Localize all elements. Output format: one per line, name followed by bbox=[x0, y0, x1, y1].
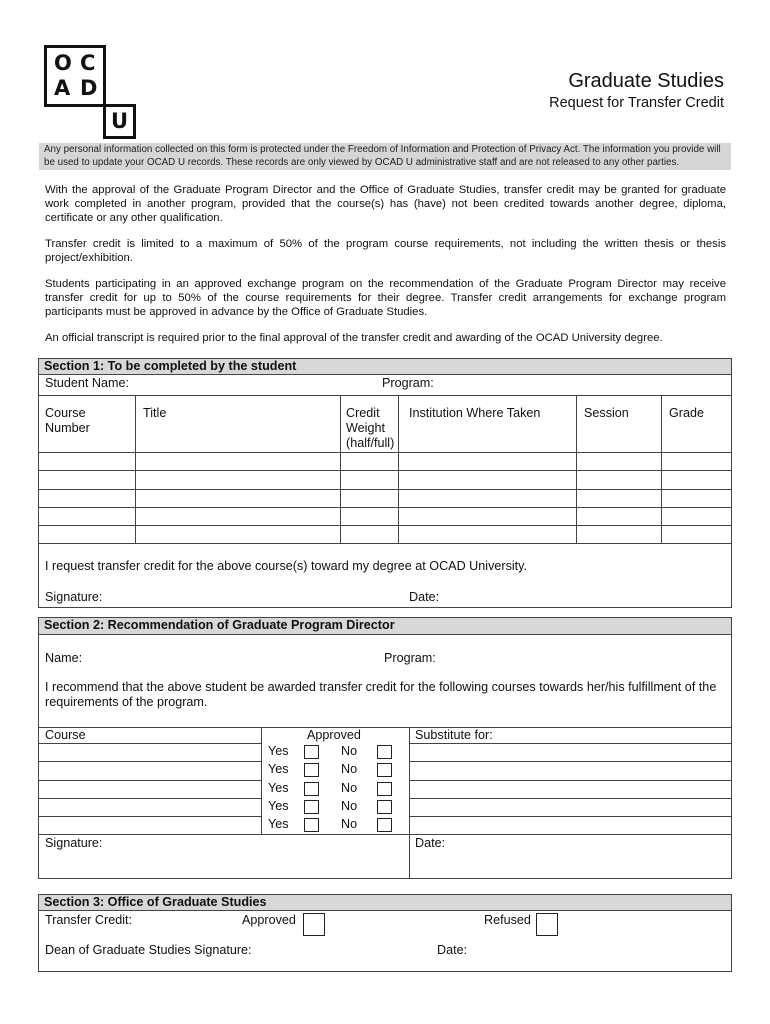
recommend-statement: I recommend that the above student be awarded transfer credit for the following courses towards her/his fulfillment of the requirements of the program. bbox=[45, 680, 717, 709]
col-course: Course bbox=[45, 728, 86, 742]
no-label: No bbox=[341, 762, 358, 776]
transfer-credit-label: Transfer Credit: bbox=[45, 913, 133, 927]
course-row-5[interactable] bbox=[40, 526, 730, 543]
dean-date-label: Date: bbox=[437, 943, 468, 957]
yes-label: Yes bbox=[268, 762, 289, 776]
recommend-course-row-2[interactable] bbox=[40, 762, 260, 779]
student-name-label: Student Name: bbox=[45, 376, 130, 390]
yes-label: Yes bbox=[268, 817, 289, 831]
privacy-notice: Any personal information collected on this form is protected under the Freedom of Information and Protection of Privacy Act. The information you provide will be used to update your OCAD U records. These records are only viewed by OCAD U administrative staff and are not released to any other parties. bbox=[39, 143, 731, 170]
col-grade: Grade bbox=[669, 406, 705, 420]
col-substitute-for: Substitute for: bbox=[415, 728, 493, 742]
director-program-label: Program: bbox=[384, 651, 436, 665]
dean-date-field[interactable] bbox=[473, 940, 723, 958]
director-date-field[interactable] bbox=[410, 835, 730, 879]
approved-yes-checkbox[interactable] bbox=[304, 763, 319, 777]
approved-yes-checkbox[interactable] bbox=[304, 800, 319, 814]
request-statement: I request transfer credit for the above course(s) toward my degree at OCAD University. bbox=[45, 559, 528, 573]
student-date-label: Date: bbox=[409, 590, 440, 604]
approved-no-checkbox[interactable] bbox=[377, 763, 392, 777]
no-label: No bbox=[341, 799, 358, 813]
student-signature-label: Signature: bbox=[45, 590, 103, 604]
recommend-course-row-1[interactable] bbox=[40, 744, 260, 761]
refused-label: Refused bbox=[484, 913, 531, 927]
section-2-heading: Section 2: Recommendation of Graduate Program Director bbox=[39, 618, 731, 635]
program-label: Program: bbox=[382, 376, 434, 390]
approved-yes-checkbox[interactable] bbox=[304, 782, 319, 796]
approved-label: Approved bbox=[242, 913, 296, 927]
course-row-4[interactable] bbox=[40, 508, 730, 525]
recommend-course-row-3[interactable] bbox=[40, 781, 260, 798]
yes-label: Yes bbox=[268, 744, 289, 758]
dean-signature-label: Dean of Graduate Studies Signature: bbox=[45, 943, 252, 957]
col-approved: Approved bbox=[307, 728, 361, 742]
approved-no-checkbox[interactable] bbox=[377, 800, 392, 814]
intro-paragraph-1: With the approval of the Graduate Program Director and the Office of Graduate Studies, transfer credit may be granted for graduate work completed in another program, provided that the course(s) has (have) not been credited towards another degree, diploma, certificate or any other qualification. bbox=[45, 184, 726, 225]
col-title: Title bbox=[143, 406, 167, 420]
course-row-2[interactable] bbox=[40, 471, 730, 488]
student-name-field[interactable] bbox=[134, 375, 374, 392]
no-label: No bbox=[341, 781, 358, 795]
approved-yes-checkbox[interactable] bbox=[304, 745, 319, 759]
page-title: Graduate Studies bbox=[568, 70, 724, 92]
no-label: No bbox=[341, 817, 358, 831]
page-subtitle: Request for Transfer Credit bbox=[549, 95, 724, 111]
no-label: No bbox=[341, 744, 358, 758]
program-field[interactable] bbox=[439, 375, 719, 392]
section-3-heading: Section 3: Office of Graduate Studies bbox=[39, 895, 731, 911]
transfer-approved-checkbox[interactable] bbox=[303, 913, 325, 936]
transfer-refused-checkbox[interactable] bbox=[536, 913, 558, 936]
ocad-u-logo bbox=[44, 45, 136, 139]
director-signature-label: Signature: bbox=[45, 836, 103, 850]
logo-letter-a: A bbox=[54, 76, 71, 100]
student-signature-field[interactable] bbox=[109, 587, 399, 605]
approved-no-checkbox[interactable] bbox=[377, 745, 392, 759]
intro-paragraph-3: Students participating in an approved exchange program on the recommendation of the Graduate Program Director may receive transfer credit for up to 50% of the course requirements for their degree. Transfer credit arrangements for exchange program participants must be approved in advance by the Office of Graduate Studies. bbox=[45, 278, 726, 319]
section-1-heading: Section 1: To be completed by the student bbox=[39, 359, 731, 375]
logo-letter-c: C bbox=[80, 51, 96, 75]
director-program-field[interactable] bbox=[441, 649, 721, 666]
col-session: Session bbox=[584, 406, 629, 420]
section-3 bbox=[38, 894, 732, 972]
section-1 bbox=[38, 358, 732, 608]
recommend-course-row-5[interactable] bbox=[40, 817, 260, 834]
approved-no-checkbox[interactable] bbox=[377, 782, 392, 796]
approved-yes-checkbox[interactable] bbox=[304, 818, 319, 832]
student-date-field[interactable] bbox=[443, 587, 723, 605]
dean-signature-field[interactable] bbox=[257, 940, 432, 958]
col-institution: Institution Where Taken bbox=[409, 406, 541, 420]
course-row-1[interactable] bbox=[40, 453, 730, 470]
approved-no-checkbox[interactable] bbox=[377, 818, 392, 832]
intro-paragraph-2: Transfer credit is limited to a maximum of 50% of the program course requirements, not including the written thesis or thesis project/exhibition. bbox=[45, 238, 726, 265]
col-credit-weight: Credit Weight (half/full) bbox=[346, 406, 395, 450]
section-2 bbox=[38, 617, 732, 879]
intro-paragraph-4: An official transcript is required prior to the final approval of the transfer credit and awarding of the OCAD University degree. bbox=[45, 332, 663, 344]
yes-label: Yes bbox=[268, 781, 289, 795]
logo-letter-d: D bbox=[80, 76, 98, 100]
recommend-course-row-4[interactable] bbox=[40, 799, 260, 816]
director-name-field[interactable] bbox=[87, 649, 377, 666]
course-row-3[interactable] bbox=[40, 490, 730, 507]
director-date-label: Date: bbox=[415, 836, 446, 850]
col-course-number: Course Number bbox=[45, 406, 90, 435]
yes-label: Yes bbox=[268, 799, 289, 813]
logo-letter-u: U bbox=[111, 109, 129, 133]
director-signature-field[interactable] bbox=[40, 835, 408, 879]
logo-letter-o: O bbox=[54, 51, 72, 75]
director-name-label: Name: bbox=[45, 651, 83, 665]
